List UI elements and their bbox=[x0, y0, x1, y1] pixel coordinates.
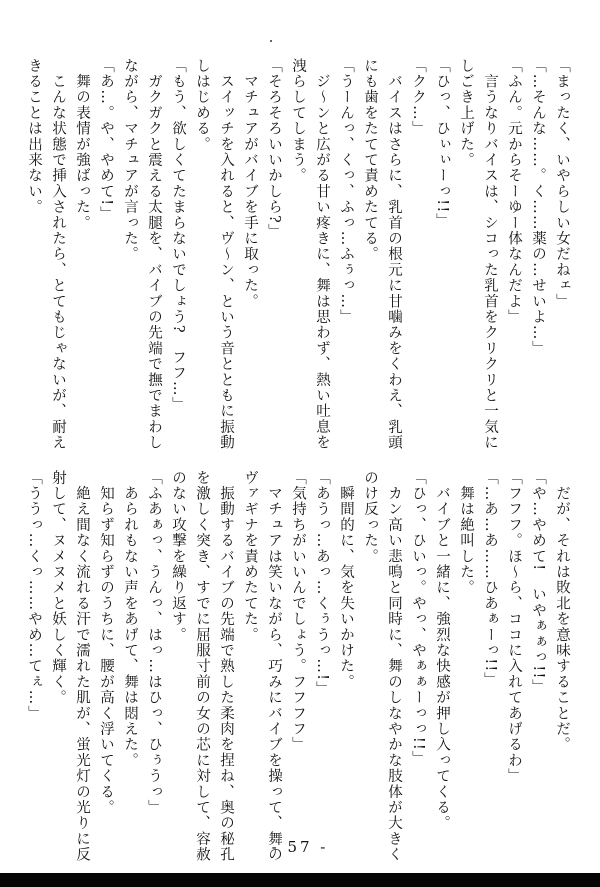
text-line: カン高い悲鳴と同時に、舞のしなやかな肢体が大きく bbox=[386, 470, 402, 863]
text-line: こんな状態で挿入されたら、とてもじゃないが、耐え bbox=[50, 58, 66, 451]
text-line: だが、それは敗北を意味することだ。 bbox=[554, 470, 570, 753]
text-line: 射して、ヌメヌメと妖しく輝く。 bbox=[50, 470, 66, 706]
text-line: マチュアがバイブを手に取った。 bbox=[242, 58, 258, 310]
text-line: 「ふあぁっ、うんっ、はっ…はひっ、ひぅうっ」 bbox=[146, 470, 162, 816]
lower-text-block bbox=[22, 470, 574, 863]
text-line: 「うーんっ、くっ、ふっ…ふぅっ…」 bbox=[338, 58, 354, 325]
text-line: バイスはさらに、乳首の根元に甘噛みをくわえ、乳頭 bbox=[386, 58, 402, 451]
text-line: 「ふん。元からそーゆー体なんだよ」 bbox=[506, 58, 522, 325]
text-line: マチュアは笑いながら、巧みにバイブを操って、舞の bbox=[266, 470, 282, 863]
upper-text-block bbox=[22, 58, 574, 451]
text-line: 洩らしてしまう。 bbox=[290, 58, 306, 184]
text-line: きることは出来ない。 bbox=[26, 58, 42, 215]
text-line: 「クク…」 bbox=[410, 58, 426, 137]
text-line: ガクガクと震える太腿を、バイブの先端で撫でまわし bbox=[146, 58, 162, 451]
print-speck bbox=[270, 40, 272, 42]
text-line: 振動するバイブの先端で熟した柔肉を捏ね、奥の秘孔 bbox=[218, 470, 234, 863]
text-line: 「や…やめて! いやぁぁっ!!」 bbox=[530, 470, 546, 696]
text-line: ジ～ンと広がる甘い疼きに、舞は思わず、熱い吐息を bbox=[314, 58, 330, 451]
text-line: 瞬間的に、気を失いかけた。 bbox=[338, 470, 354, 690]
text-line: 「…そんな……。く……薬の…せいよ…」 bbox=[530, 58, 546, 357]
text-line: 知らず知らずのうちに、腰が高く浮いてくる。 bbox=[98, 470, 114, 816]
text-line: バイブと一緒に、強烈な快感が押し入ってくる。 bbox=[434, 470, 450, 832]
text-line: 「そろそろいいかしら?」 bbox=[266, 58, 282, 240]
text-line: ながら、マチュアが言った。 bbox=[122, 58, 138, 263]
text-line: にも歯をたてて責めたてる。 bbox=[362, 58, 378, 263]
text-line: ヴァギナを責めたてた。 bbox=[242, 470, 258, 643]
page-number: - 57 - bbox=[271, 838, 329, 856]
text-line: 舞の表情が強ばった。 bbox=[74, 58, 90, 231]
text-line: 「ううっ…くっ……やめ…てぇ…」 bbox=[26, 470, 42, 722]
text-line: のけ反った。 bbox=[362, 470, 378, 565]
text-line: 「…あ…あ……ひあぁーっ!!」 bbox=[482, 470, 498, 689]
text-line: しはじめる。 bbox=[194, 58, 210, 153]
text-line: スイッチを入れると、ヴ～ン、という音とともに振動 bbox=[218, 58, 234, 451]
text-line: 「ひっ、ひぃぃーっ!!」 bbox=[434, 58, 450, 230]
text-line: しごき上げた。 bbox=[458, 58, 474, 168]
text-line: 「フフフ。ほ～ら、ココに入れてあげるわ」 bbox=[506, 470, 522, 784]
text-line: 「気持ちがいいんでしょう。フフフフ」 bbox=[290, 470, 306, 753]
text-line: 「あうっ…あっ…くぅうっ…!」 bbox=[314, 470, 330, 697]
text-line: 言うなりバイスは、シコった乳首をクリクリと一気に bbox=[482, 58, 498, 451]
scan-bottom-edge bbox=[0, 873, 600, 887]
text-line: 「ひっ、ひいっ。やっ、やぁぁーっっ!!」 bbox=[410, 470, 426, 767]
text-line: 「まったく、いやらしい女だねェ」 bbox=[554, 58, 570, 310]
text-line: 「もう、欲しくてたまらないでしょう? フフ…」 bbox=[170, 58, 186, 413]
text-line: 絶え間なく流れる汗で濡れた肌が、蛍光灯の光りに反 bbox=[74, 470, 90, 863]
text-line: 「あ…。や、やめて!」 bbox=[98, 58, 114, 223]
text-line: を激しく突き、すでに屈服寸前の女の芯に対して、容赦 bbox=[194, 470, 210, 863]
text-line: あられもない声をあげて、舞は悶えた。 bbox=[122, 470, 138, 769]
text-line: のない攻撃を繰り返す。 bbox=[170, 470, 186, 643]
text-line: 舞は絶叫した。 bbox=[458, 470, 474, 596]
